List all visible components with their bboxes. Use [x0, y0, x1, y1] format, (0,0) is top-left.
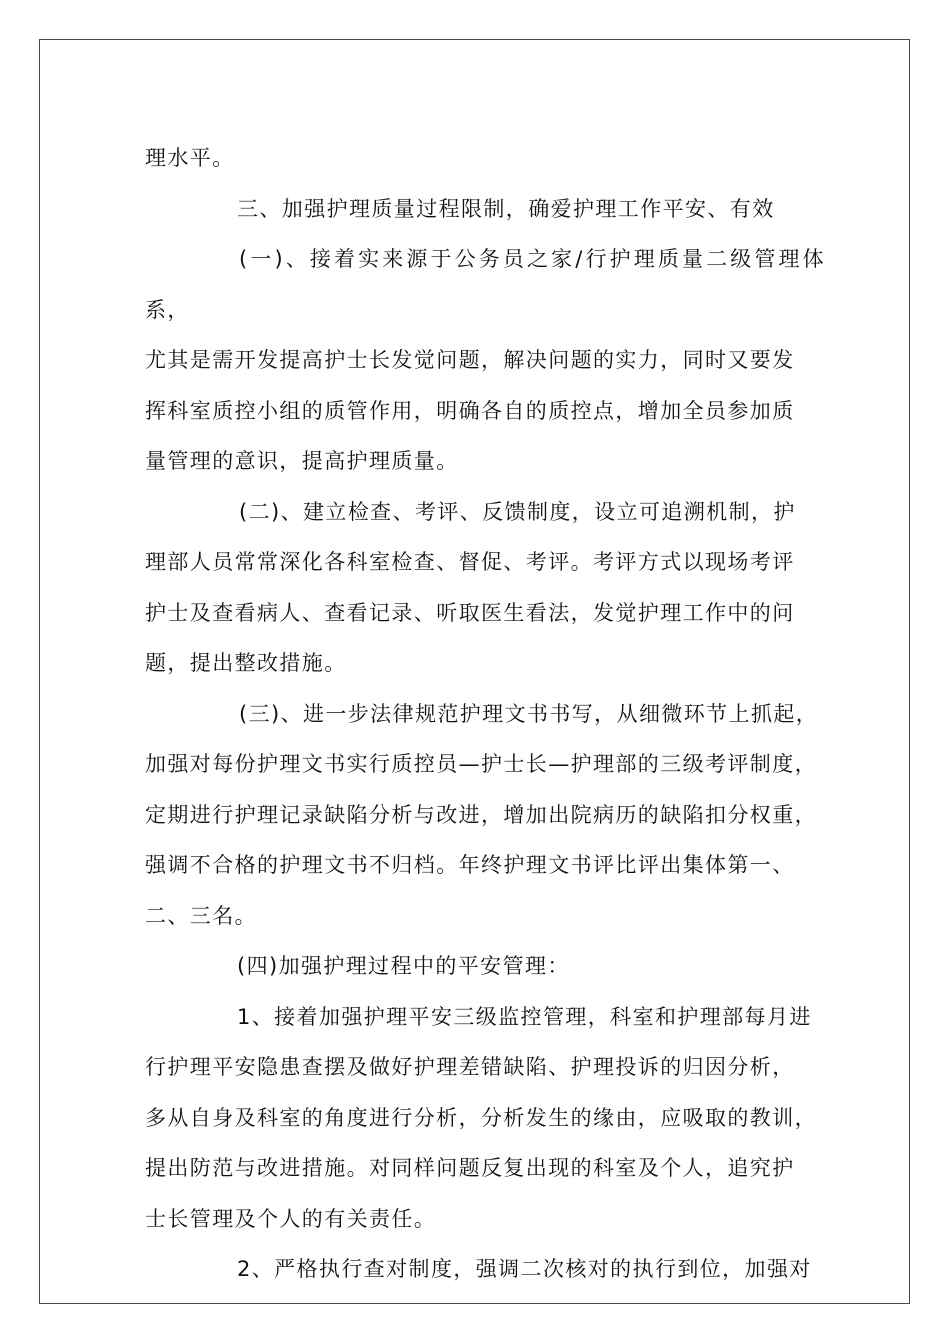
text-line: 提出防范与改进措施。对同样问题反复出现的科室及个人，追究护 — [145, 1156, 795, 1180]
text-line: (三)、进一步法律规范护理文书书写，从细微环节上抓起， — [239, 701, 819, 726]
text-line: 2、严格执行查对制度，强调二次核对的执行到位，加强对 — [237, 1257, 812, 1281]
text-line: (二)、建立检查、考评、反馈制度，设立可追溯机制，护 — [239, 499, 796, 524]
text-line: 二、三名。 — [145, 903, 257, 928]
document-body — [145, 133, 825, 1295]
text-line: 士长管理及个人的有关责任。 — [145, 1206, 437, 1231]
text-line: 行护理平安隐患查摆及做好护理差错缺陷、护理投诉的归因分析， — [145, 1055, 795, 1079]
text-line: 题，提出整改措施。 — [145, 651, 347, 675]
text-line: 挥科室质控小组的质管作用，明确各自的质控点，增加全员参加质 — [145, 398, 795, 423]
text-line: 护士及查看病人、查看记录、听取医生看法，发觉护理工作中的问 — [145, 600, 795, 625]
text-line: 理水平。 — [145, 146, 235, 170]
text-line: (一)、接着实来源于公务员之家/行护理质量二级管理体系， — [145, 247, 825, 322]
subsection-heading: (四)加强护理过程中的平安管理： — [237, 954, 570, 978]
text-line: 1、接着加强护理平安三级监控管理，科室和护理部每月进 — [237, 1004, 812, 1029]
text-line: 多从自身及科室的角度进行分析，分析发生的缘由，应吸取的教训， — [145, 1105, 817, 1130]
text-line: 尤其是需开发提高护士长发觉问题，解决问题的实力，同时又要发 — [145, 348, 795, 372]
text-line: 定期进行护理记录缺陷分析与改进，增加出院病历的缺陷扣分权重， — [145, 802, 817, 827]
text-line: 强调不合格的护理文书不归档。年终护理文书评比评出集体第一、 — [145, 853, 795, 877]
text-line: 加强对每份护理文书实行质控员—护士长—护理部的三级考评制度， — [145, 752, 817, 776]
section-heading: 三、加强护理质量过程限制，确爱护理工作平安、有效 — [237, 196, 775, 221]
text-line: 量管理的意识，提高护理质量。 — [145, 449, 459, 473]
text-line: 理部人员常常深化各科室检查、督促、考评。考评方式以现场考评 — [145, 550, 795, 574]
